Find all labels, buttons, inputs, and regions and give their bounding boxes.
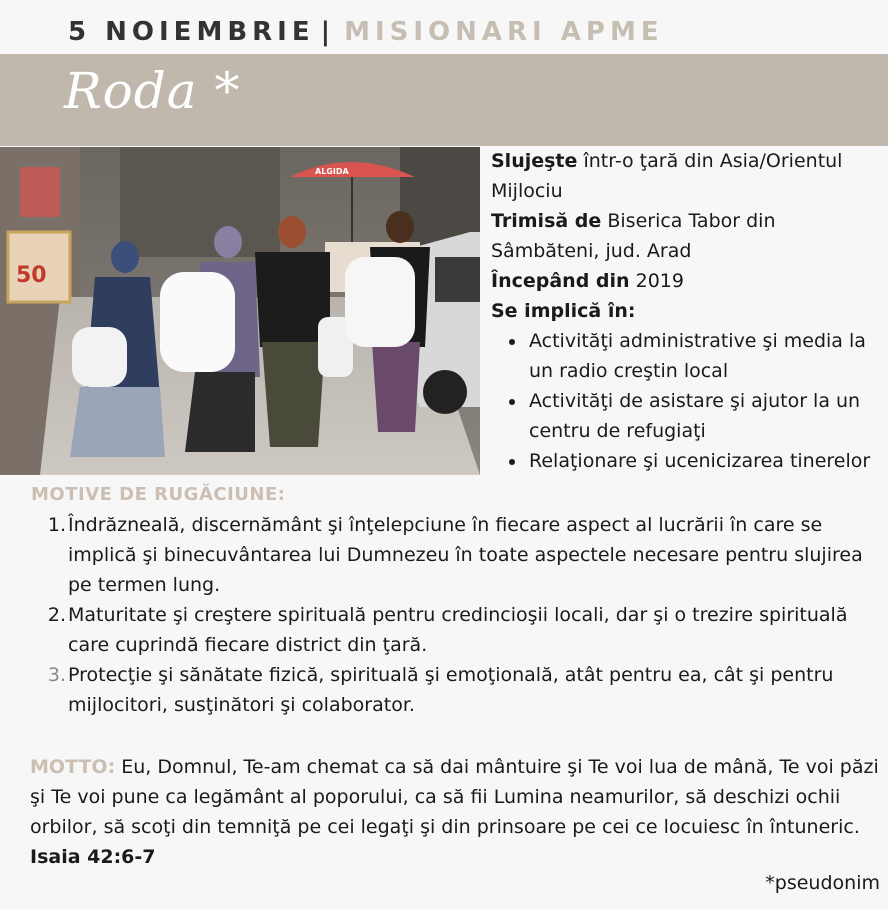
umbrella-text: ALGIDA (315, 167, 349, 176)
item-number: 3. (47, 664, 66, 686)
since-text: 2019 (629, 270, 684, 292)
sign-number: 50 (16, 263, 47, 288)
motto-paragraph (30, 752, 880, 872)
sent-line (491, 206, 883, 266)
header-org: MISIONARI APME (344, 17, 664, 47)
sent-text: Biserica Tabor din Sâmbăteni, jud. Arad (491, 210, 776, 262)
motto-label: MOTTO: (30, 756, 116, 778)
serves-label: Slujeşte (491, 150, 578, 172)
since-line (491, 266, 883, 296)
street-photo (0, 147, 480, 475)
pseudonym-footnote: *pseudonim (765, 872, 880, 894)
list-item: • Activităţi de asistare şi ajutor la un centru de refugiaţi (527, 386, 883, 446)
list-item: • Relaţionare şi ucenicizarea tinerelor (527, 446, 883, 476)
item-text: Maturitate şi creştere spirituală pentru credincioşii locali, dar şi o trezire spirituală care cuprindă fiecare district din ţară. (68, 604, 848, 656)
missionary-name: Roda * (64, 62, 241, 120)
list-item (30, 600, 870, 660)
motto-reference: Isaia 42:6-7 (30, 846, 156, 868)
header-date: 5 NOIEMBRIE (68, 17, 315, 47)
missionary-info (491, 146, 883, 476)
name-banner (0, 54, 888, 146)
list-item (30, 510, 870, 600)
involved-list (491, 326, 883, 476)
involved-heading (491, 296, 883, 326)
list-item (30, 660, 870, 720)
street-photo-illustration (0, 147, 480, 475)
item-text: Protecţie şi sănătate fizică, spirituală şi emoţională, atât pentru ea, cât şi pentru mijlocitori, susţinători şi colaborator. (68, 664, 834, 716)
item-text: Îndrăzneală, discernământ şi înţelepciune în fiecare aspect al lucrării în care se implică şi binecuvântarea lui Dumnezeu în toate aspectele necesare pentru slujirea pe termen lung. (68, 514, 863, 596)
item-number: 1. (47, 514, 66, 536)
since-label: Începând din (491, 270, 630, 292)
list-item: • Activităţi administrative şi media la un radio creştin local (527, 326, 883, 386)
prayer-heading: MOTIVE DE RUGĂCIUNE: (31, 484, 286, 505)
page-header (68, 12, 664, 52)
header-separator: | (320, 17, 331, 47)
serves-line (491, 146, 883, 206)
motto-text: Eu, Domnul, Te-am chemat ca să dai mântuire şi Te voi lua de mână, Te voi păzi şi Te voi pune ca legământ al poporului, ca să fii Lumina neamurilor, să deschizi ochii orbilor, să scoţi din temniţă pe cei legaţi şi din prinsoare pe cei ce locuiesc în întuneric. (30, 756, 879, 838)
prayer-list (30, 510, 870, 720)
item-number: 2. (47, 604, 66, 626)
sent-label: Trimisă de (491, 210, 602, 232)
involved-label: Se implică în: (491, 300, 636, 322)
serves-text: într-o ţară din Asia/Orientul Mijlociu (491, 150, 843, 202)
